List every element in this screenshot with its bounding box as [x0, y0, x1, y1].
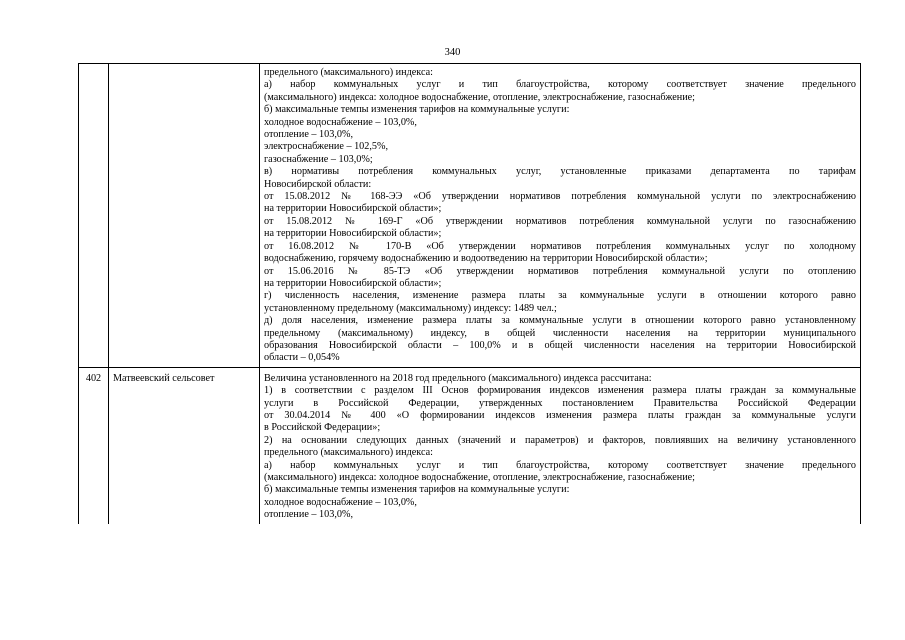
table-row [79, 367, 861, 523]
text-line: холодное водоснабжение – 103,0%, [264, 496, 417, 508]
text-line: предельного (максимального) индекса: [264, 447, 433, 459]
text-line: Новосибирской области: [264, 178, 372, 190]
row-name-cell [109, 64, 260, 368]
text-line: от 15.06.2016 № 85-ТЭ «Об утверждении нормативов потребления коммунальной услуги по отоплению [264, 265, 856, 277]
text-line: от 15.08.2012 № 168-ЭЭ «Об утверждении нормативов потребления коммунальной услуги по электроснабжению [264, 191, 856, 203]
text-line: д) доля населения, изменение размера платы за коммунальные услуги в отношении которого равно установленному [264, 315, 856, 327]
text-line: а) набор коммунальных услуг и тип благоустройства, которому соответствует значение предельного [264, 459, 856, 471]
text-line: образования Новосибирской области – 100,0% и в общей численности населения на территории Новосибирской [264, 339, 856, 351]
text-line: от 16.08.2012 № 170-В «Об утверждении нормативов потребления коммунальных услуг по холодному [264, 240, 856, 252]
text-line: электроснабжение – 102,5%, [264, 141, 389, 153]
text-line: 1) в соответствии с разделом III Основ формирования индексов изменения размера платы граждан за коммунальные [264, 385, 856, 397]
row-name-cell: Матвеевский сельсовет [109, 367, 260, 523]
text-line: б) максимальные темпы изменения тарифов на коммунальные услуги: [264, 104, 570, 116]
text-line: на территории Новосибирской области»; [264, 277, 442, 289]
text-line: на территории Новосибирской области»; [264, 228, 442, 240]
text-line: услуги в Российской Федерации, утвержденных постановлением Правительства Российской Федерации [264, 397, 856, 409]
row-text-cell [260, 367, 861, 523]
row-text-cell [260, 64, 861, 368]
text-line: (максимального) индекса: холодное водоснабжение, отопление, электроснабжение, газоснабжение; [264, 91, 696, 103]
text-line: (максимального) индекса: холодное водоснабжение, отопление, электроснабжение, газоснабжение; [264, 472, 696, 483]
text-line: от 15.08.2012 № 169-Г «Об утверждении нормативов потребления коммунальной услуги по газоснабжению [264, 215, 856, 227]
text-line: в) нормативы потребления коммунальных услуг, установленные приказами департамента по тарифам [264, 166, 856, 178]
text-line: в Российской Федерации»; [264, 422, 381, 434]
text-line: на территории Новосибирской области»; [264, 203, 442, 215]
table-body [79, 64, 861, 524]
text-line: предельного (максимального) индекса: [264, 67, 433, 78]
text-line: предельному (максимальному) индексу, в общей численности населения на территории муниципального [264, 327, 856, 339]
text-line: от 30.04.2014 № 400 «О формировании индексов изменения размера платы граждан за коммунальные услуги [264, 409, 856, 421]
text-line: водоснабжению, горячему водоснабжению и водоотведению на территории Новосибирской области»; [264, 253, 708, 265]
table-row [79, 64, 861, 368]
text-line: г) численность населения, изменение размера платы за коммунальные услуги в отношении которого равно [264, 290, 856, 302]
text-line: холодное водоснабжение – 103,0%, [264, 116, 417, 128]
text-line: Величина установленного на 2018 год предельного (максимального) индекса рассчитана: [264, 372, 652, 384]
text-line: области – 0,054% [264, 352, 340, 364]
text-line: газоснабжение – 103,0%; [264, 153, 373, 165]
text-line: отопление – 103,0%, [264, 129, 353, 141]
row-number-cell: 402 [79, 367, 109, 523]
text-line: отопление – 103,0%, [264, 509, 353, 521]
tariff-table [78, 63, 861, 524]
text-line: 2) на основании следующих данных (значений и параметров) и факторов, повлиявших на величину установленного [264, 434, 856, 446]
text-line: установленному предельному (максимальному) индексу: 1489 чел.; [264, 302, 557, 314]
text-line: б) максимальные темпы изменения тарифов на коммунальные услуги: [264, 484, 570, 496]
page-number: 340 [444, 47, 461, 58]
text-line: а) набор коммунальных услуг и тип благоустройства, которому соответствует значение предельного [264, 79, 856, 91]
row-number-cell [79, 64, 109, 368]
